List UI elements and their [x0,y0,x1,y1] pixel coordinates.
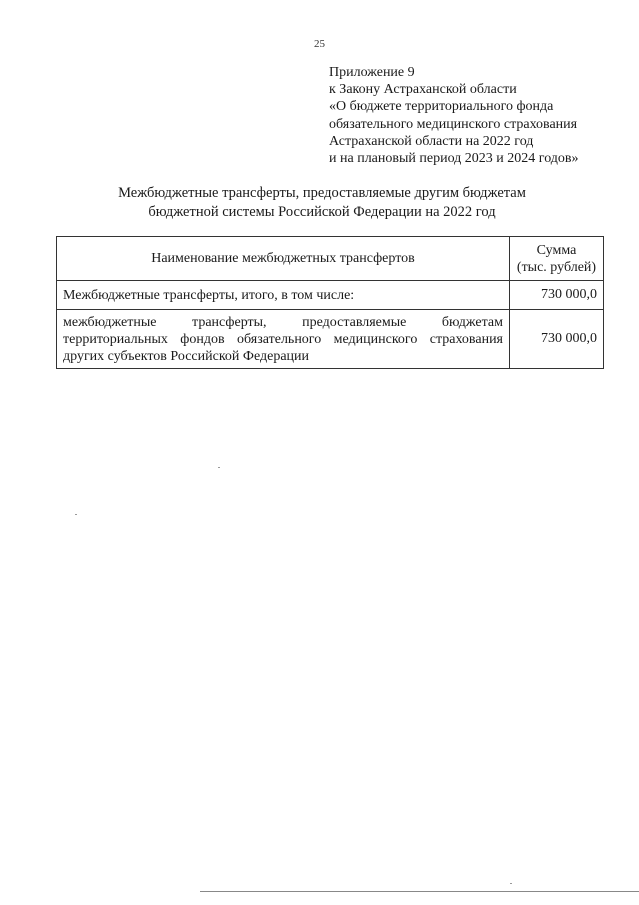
appendix-line: и на плановый период 2023 и 2024 годов» [329,151,579,167]
appendix-block [329,64,629,167]
document-title-line: Межбюджетные трансферты, предоставляемые другим бюджетам [118,185,526,201]
appendix-line: Астраханской области на 2022 год [329,133,534,149]
header-name-cell: Наименование межбюджетных трансфертов [57,237,510,281]
transfers-table [56,236,604,369]
table-header-row [57,237,604,281]
scan-speck [75,514,77,515]
appendix-line: Приложение 9 [329,65,415,80]
appendix-line: «О бюджете территориального фонда [329,99,554,115]
table-row [57,310,604,369]
table-row [57,281,604,310]
row-name-cell: Межбюджетные трансферты, итого, в том числе: [57,281,510,310]
header-sum-cell [510,237,604,281]
page-number: 25 [314,38,325,50]
document-title-line: бюджетной системы Российской Федерации на 2022 год [148,204,496,220]
page-bottom-rule [200,891,639,892]
header-sum-unit: (тыс. рублей) [516,259,597,275]
appendix-line: обязательного медицинского страхования [329,116,578,132]
appendix-line: к Закону Астраханской области [329,82,517,98]
row-name-cell: межбюджетные трансферты, предоставляемые бюджетам территориальных фондов обязательного медицинского страхования других субъектов Российской Федерации [57,310,510,369]
document-title [70,184,574,222]
row-sum-cell: 730 000,0 [510,310,604,369]
scan-speck [510,883,512,884]
header-sum-label: Сумма [536,242,577,258]
row-sum-cell: 730 000,0 [510,281,604,310]
scan-speck [218,467,220,468]
